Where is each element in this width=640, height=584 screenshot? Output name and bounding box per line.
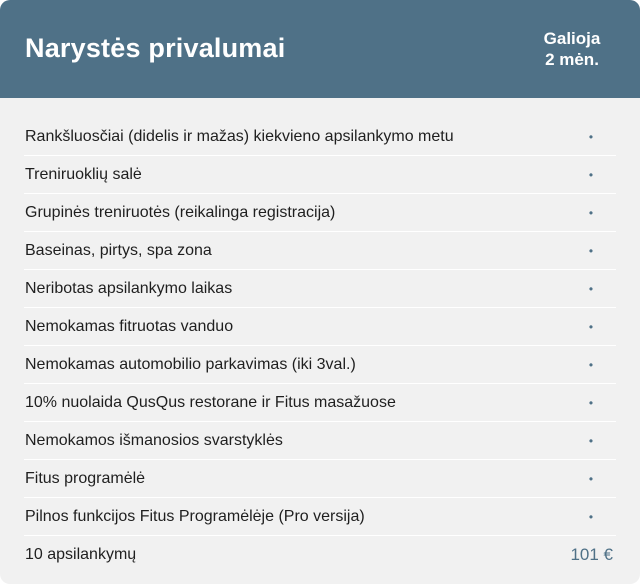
- bullet-icon: •: [588, 281, 594, 296]
- bullet-icon: •: [588, 509, 594, 524]
- bullet-icon: •: [588, 167, 594, 182]
- price-row: [24, 536, 616, 573]
- visits-label: 10 apsilankymų: [25, 545, 137, 563]
- page-title: Narystės privalumai: [25, 33, 286, 63]
- bullet-icon: •: [588, 319, 594, 334]
- card-header: [0, 0, 640, 98]
- benefit-label: Nemokamas fitruotas vanduo: [25, 317, 234, 335]
- benefit-label: Nemokamas automobilio parkavimas (iki 3val.): [25, 355, 356, 373]
- list-item: [24, 384, 616, 422]
- validity-line-2: 2 mėn.: [545, 50, 599, 69]
- list-item: [24, 308, 616, 346]
- benefit-label: Rankšluosčiai (didelis ir mažas) kiekvieno apsilankymo metu: [25, 127, 454, 145]
- list-item: [24, 232, 616, 270]
- benefit-label: Nemokamos išmanosios svarstyklės: [25, 431, 283, 449]
- list-item: [24, 194, 616, 232]
- bullet-icon: •: [588, 395, 594, 410]
- bullet-icon: •: [588, 433, 594, 448]
- validity-line-1: Galioja: [543, 29, 601, 48]
- price-value: 101 €: [570, 544, 613, 564]
- list-item: [24, 498, 616, 536]
- benefits-list: [24, 118, 616, 573]
- benefit-label: Neribotas apsilankymo laikas: [25, 279, 233, 297]
- list-item: [24, 422, 616, 460]
- benefit-label: Pilnos funkcijos Fitus Programėlėje (Pro versija): [25, 507, 365, 525]
- list-item: [24, 270, 616, 308]
- bullet-icon: •: [588, 205, 594, 220]
- list-item: [24, 118, 616, 156]
- benefit-label: 10% nuolaida QusQus restorane ir Fitus masažuose: [25, 393, 396, 411]
- validity-label: [537, 28, 607, 70]
- list-item: [24, 460, 616, 498]
- list-item: [24, 346, 616, 384]
- benefit-label: Grupinės treniruotės (reikalinga registracija): [25, 203, 336, 221]
- benefit-label: Treniruoklių salė: [25, 165, 142, 183]
- benefit-label: Fitus programėlė: [25, 469, 146, 487]
- bullet-icon: •: [588, 243, 594, 258]
- benefit-label: Baseinas, pirtys, spa zona: [25, 241, 212, 259]
- bullet-icon: •: [588, 129, 594, 144]
- bullet-icon: •: [588, 357, 594, 372]
- bullet-icon: •: [588, 471, 594, 486]
- list-item: [24, 156, 616, 194]
